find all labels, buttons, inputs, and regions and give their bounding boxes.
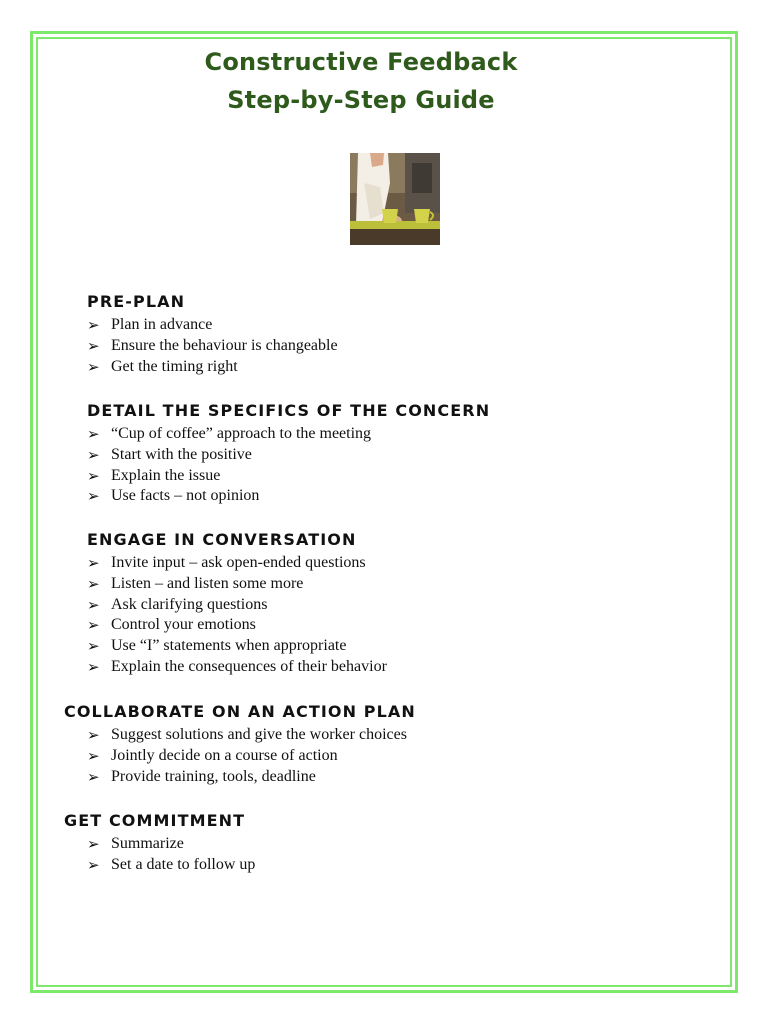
- arrowhead-bullet-icon: ➢: [87, 357, 100, 376]
- list-item: ➢ Control your emotions: [87, 616, 256, 635]
- list-item: ➢ Explain the issue: [87, 466, 221, 485]
- section-engage-conversation: [87, 529, 768, 678]
- list-item: ➢ Plan in advance: [87, 316, 213, 334]
- list-item: ➢ Use facts – not opinion: [87, 487, 260, 506]
- arrowhead-bullet-icon: ➢: [87, 835, 100, 853]
- section-heading: PRE-PLAN: [87, 292, 186, 311]
- arrowhead-bullet-icon: ➢: [87, 554, 100, 572]
- arrowhead-bullet-icon: ➢: [87, 767, 100, 786]
- section-pre-plan: [87, 291, 768, 377]
- section-collaborate-action-plan: [64, 701, 768, 787]
- section-heading: ENGAGE IN CONVERSATION: [87, 530, 357, 549]
- list-item: ➢ Ask clarifying questions: [87, 595, 268, 614]
- arrowhead-bullet-icon: ➢: [87, 336, 100, 355]
- arrowhead-bullet-icon: ➢: [87, 316, 100, 334]
- list-item: ➢ Start with the positive: [87, 445, 252, 464]
- list-item: ➢ Use “I” statements when appropriate: [87, 637, 347, 656]
- section-get-commitment: [64, 810, 768, 876]
- arrowhead-bullet-icon: ➢: [87, 616, 100, 635]
- list-item: ➢ Explain the consequences of their behavior: [87, 657, 387, 676]
- person-with-coffee-cups-photo: [350, 153, 440, 245]
- arrowhead-bullet-icon: ➢: [87, 574, 100, 593]
- document-subtitle: Step-by-Step Guide: [227, 86, 495, 114]
- document-title: Constructive Feedback: [204, 48, 518, 76]
- arrowhead-bullet-icon: ➢: [87, 637, 100, 656]
- list-item: ➢ Suggest solutions and give the worker choices: [87, 726, 407, 744]
- list-item: ➢ Get the timing right: [87, 357, 238, 376]
- list-item: ➢ Summarize: [87, 835, 184, 853]
- list-item: ➢ Provide training, tools, deadline: [87, 767, 316, 786]
- arrowhead-bullet-icon: ➢: [87, 595, 100, 614]
- list-item: ➢ Ensure the behaviour is changeable: [87, 336, 338, 355]
- list-item: ➢ Set a date to follow up: [87, 855, 256, 874]
- arrowhead-bullet-icon: ➢: [87, 855, 100, 874]
- list-item: ➢ Invite input – ask open-ended questions: [87, 554, 366, 572]
- section-heading: DETAIL THE SPECIFICS OF THE CONCERN: [87, 401, 491, 420]
- arrowhead-bullet-icon: ➢: [87, 746, 100, 765]
- arrowhead-bullet-icon: ➢: [87, 466, 100, 485]
- arrowhead-bullet-icon: ➢: [87, 445, 100, 464]
- list-item: ➢ Jointly decide on a course of action: [87, 746, 338, 765]
- list-item: ➢ “Cup of coffee” approach to the meeting: [87, 425, 372, 443]
- list-item: ➢ Listen – and listen some more: [87, 574, 304, 593]
- arrowhead-bullet-icon: ➢: [87, 425, 100, 443]
- section-detail-specifics: [87, 400, 768, 507]
- section-heading: COLLABORATE ON AN ACTION PLAN: [64, 702, 416, 721]
- section-heading: GET COMMITMENT: [64, 811, 246, 830]
- arrowhead-bullet-icon: ➢: [87, 726, 100, 744]
- arrowhead-bullet-icon: ➢: [87, 657, 100, 676]
- arrowhead-bullet-icon: ➢: [87, 487, 100, 506]
